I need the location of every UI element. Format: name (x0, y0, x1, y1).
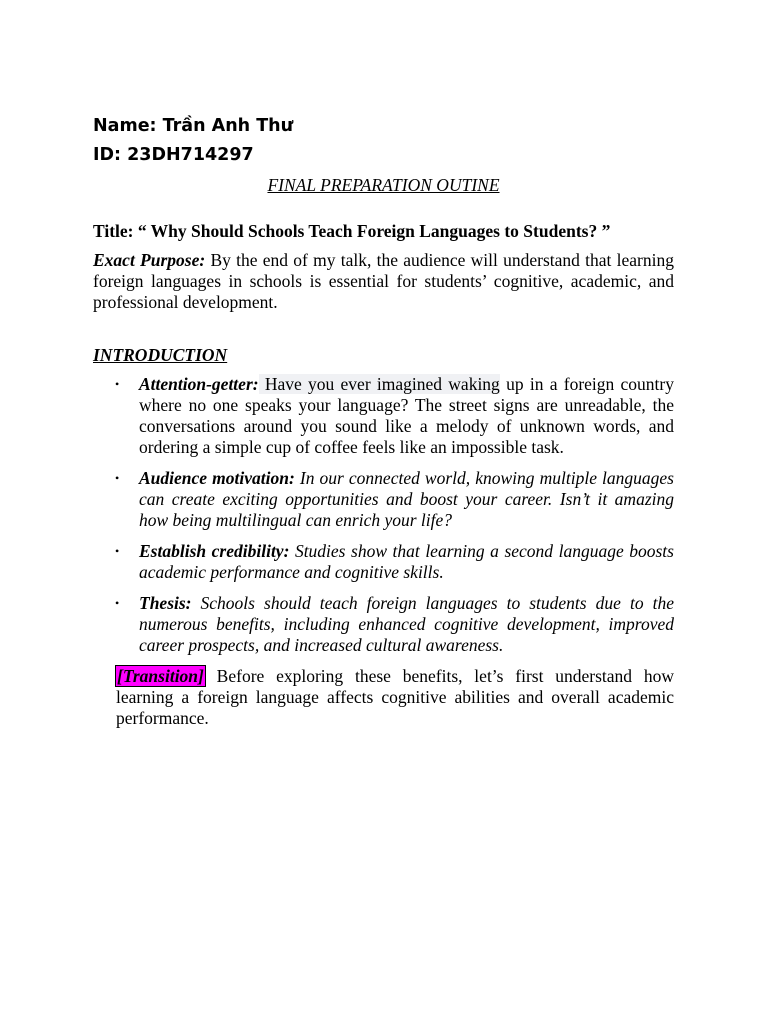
document-heading: FINAL PREPARATION OUTINE (267, 175, 500, 195)
establish-credibility-text: Studies show that learning a second language boosts academic performance and cognitive skills. (139, 541, 674, 582)
exact-purpose (93, 250, 674, 313)
transition-text: Before exploring these benefits, let’s first understand how learning a foreign language affects cognitive abilities and overall academic performance. (116, 666, 674, 728)
attention-getter-label: Attention-getter: (139, 374, 259, 394)
document-page (93, 113, 674, 729)
attention-getter-highlight: Have you ever imagined waking (258, 374, 500, 394)
bullet-icon: • (115, 596, 120, 610)
list-item-thesis (93, 593, 674, 656)
list-item-audience-motivation (93, 468, 674, 531)
thesis-text: Schools should teach foreign languages to students due to the numerous benefits, including enhanced cognitive development, improved career prospects, and increased cultural awareness. (139, 593, 674, 655)
thesis-label: Thesis: (139, 593, 192, 613)
student-id: ID: 23DH714297 (93, 145, 254, 165)
bullet-icon: • (115, 544, 120, 558)
introduction-heading: INTRODUCTION (93, 345, 228, 365)
transition-tag: [Transition] (117, 666, 204, 686)
bullet-icon: • (115, 377, 120, 391)
attention-getter-text: up in a foreign country where no one speaks your language? The street signs are unreadable, the conversations around you sound like a melody of unknown words, and ordering a simple cup of coffee feels like an impossible task. (139, 374, 674, 457)
exact-purpose-label: Exact Purpose: (93, 250, 206, 270)
bullet-icon: • (115, 471, 120, 485)
transition-paragraph (116, 666, 674, 729)
list-item-attention-getter (93, 374, 674, 458)
speech-title: Title: “ Why Should Schools Teach Foreign Languages to Students? ” (93, 221, 611, 241)
establish-credibility-label: Establish credibility: (139, 541, 290, 561)
audience-motivation-text: In our connected world, knowing multiple languages can create exciting opportunities and boost your career. Isn’t it amazing how being multilingual can enrich your life? (139, 468, 674, 530)
audience-motivation-label: Audience motivation: (139, 468, 295, 488)
introduction-list (93, 374, 674, 656)
exact-purpose-text: By the end of my talk, the audience will understand that learning foreign languages in schools is essential for students’ cognitive, academic, and professional development. (93, 250, 674, 312)
list-item-establish-credibility (93, 541, 674, 583)
student-name: Name: Trần Anh Thư (93, 116, 294, 136)
